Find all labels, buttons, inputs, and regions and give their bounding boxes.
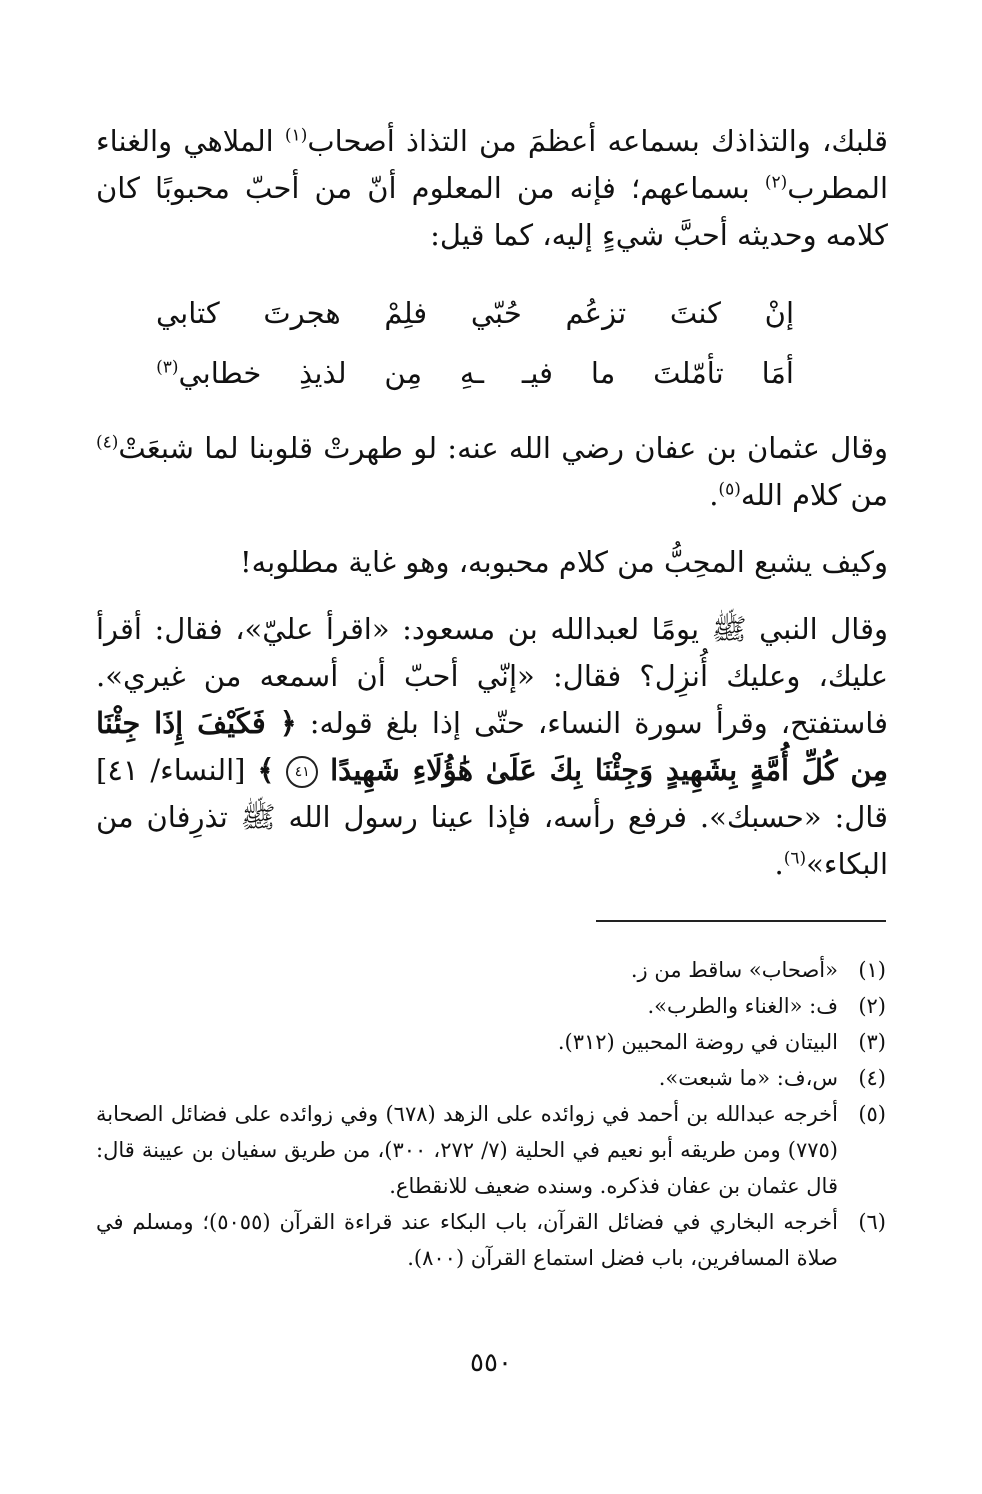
verse-word: هجرتَ bbox=[263, 295, 341, 330]
verse-word: كتابي bbox=[156, 295, 220, 330]
footnote-ref-4[interactable]: (٤) bbox=[96, 432, 119, 453]
poem-verse-1 bbox=[156, 283, 794, 343]
verse-word: فيـ bbox=[521, 355, 553, 390]
footnote-number: (٥) bbox=[858, 1102, 886, 1126]
poem-verse-2 bbox=[156, 343, 794, 403]
verse-word: فلِمْ bbox=[384, 295, 428, 330]
text-run: من كلام الله bbox=[740, 478, 888, 512]
footnote-text: أخرجه البخاري في فضائل القرآن، باب البكاء عند قراءة القرآن (٥٠٥٥)؛ ومسلم في صلاة المسافرين، باب فضل استماع القرآن (٨٠٠). bbox=[96, 1210, 838, 1270]
verse-word: خطابي bbox=[178, 355, 262, 390]
footnote-ref-3[interactable]: (٣) bbox=[156, 356, 179, 377]
text-run: قلبك، والتذاذك بسماعه أعظمَ من التذاذ أصحاب bbox=[307, 124, 888, 158]
page-number: ٥٥٠ bbox=[470, 1348, 512, 1378]
footnote-3 bbox=[96, 1024, 886, 1060]
quran-verse: ﴿ فَكَيْفَ إِذَا جِئْنَا مِن كُلِّ أُمَّةٍ بِشَهِيدٍ وَجِئْنَا بِكَ عَلَىٰ هَٰؤُلَاءِ شَهِيدًا bbox=[96, 706, 889, 787]
verse-word: مِن bbox=[384, 355, 423, 390]
footnote-ref-5[interactable]: (٥) bbox=[718, 479, 741, 500]
paragraph-4 bbox=[96, 606, 888, 888]
ayah-number-marker: ٤١ bbox=[286, 756, 318, 788]
text-run: وقال عثمان بن عفان رضي الله عنه: لو طهرتْ قلوبنا لما شبعَتْ bbox=[118, 431, 888, 465]
verse-word: ـهِ bbox=[459, 355, 484, 390]
verse-word: حُبّي bbox=[470, 295, 522, 330]
text-run: . bbox=[774, 847, 784, 881]
verse-word: لذيذِ bbox=[299, 355, 347, 390]
footnote-ref-6[interactable]: (٦) bbox=[783, 848, 807, 869]
footnote-ref-1[interactable]: (١) bbox=[284, 125, 308, 146]
footnote-text: ف: «الغناء والطرب». bbox=[647, 994, 838, 1018]
footnote-1 bbox=[96, 952, 886, 988]
text-run: . bbox=[709, 478, 719, 512]
verse-word: أمَا bbox=[761, 355, 794, 390]
footnote-number: (١) bbox=[858, 958, 886, 982]
paragraph-2 bbox=[96, 425, 888, 519]
footnote-text: س،ف: «ما شبعت». bbox=[658, 1066, 838, 1090]
verse-word: إنْ bbox=[764, 295, 794, 330]
text-run: [النساء/ ٤١] قال: «حسبك». فرفع رأسه، فإذا عينا رسول الله ﷺ تذرِفان من البكاء» bbox=[96, 753, 888, 881]
footnotes bbox=[96, 952, 886, 1276]
footnote-number: (٦) bbox=[858, 1210, 886, 1234]
verse-word-last bbox=[156, 350, 261, 397]
verse-word: تزعُم bbox=[565, 295, 627, 330]
footnote-text: أخرجه عبدالله بن أحمد في زوائده على الزهد (٦٧٨) وفي زوائده على فضائل الصحابة (٧٧٥) ومن طريقه أبو نعيم في الحلية (٧/ ٢٧٢، ٣٠٠)، من طريق سفيان بن عيينة قال: قال عثمان بن عفان فذكره. وسنده ضعيف للانقطاع. bbox=[96, 1102, 838, 1198]
text-run: بسماعهم؛ فإنه من المعلوم أنّ من أحبّ محبوبًا كان كلامه وحديثه أحبَّ شيءٍ إليه، كما قيل: bbox=[96, 171, 888, 252]
quran-bracket: ﴾ bbox=[257, 753, 275, 787]
footnote-5 bbox=[96, 1096, 886, 1204]
footnote-4 bbox=[96, 1060, 886, 1096]
verse-word: كنتَ bbox=[669, 295, 721, 330]
footnote-number: (٢) bbox=[858, 994, 886, 1018]
footnote-2 bbox=[96, 988, 886, 1024]
main-text bbox=[96, 118, 888, 888]
footnote-text: البيتان في روضة المحبين (٣١٢). bbox=[557, 1030, 838, 1054]
paragraph-3: وكيف يشبع المحِبُّ من كلام محبوبه، وهو غاية مطلوبه! bbox=[239, 545, 888, 579]
text-run: وقال النبي ﷺ يومًا لعبدالله بن مسعود: «اقرأ عليّ»، فقال: أقرأ عليك، وعليك أُنزِل؟ فقال: «إنّي أحبّ أن أسمعه من غيري». فاستفتح، وقرأ سورة النساء، حتّى إذا بلغ قوله: bbox=[96, 612, 888, 740]
verse-word: ما bbox=[590, 355, 616, 390]
footnote-text: «أصحاب» ساقط من ز. bbox=[630, 958, 838, 982]
text-run: الملاهي والغناء المطرب bbox=[96, 124, 888, 205]
footnote-number: (٤) bbox=[858, 1066, 886, 1090]
footnote-divider bbox=[596, 920, 886, 922]
footnote-6 bbox=[96, 1204, 886, 1276]
paragraph-1 bbox=[96, 118, 888, 259]
footnote-ref-2[interactable]: (٢) bbox=[764, 172, 788, 193]
verse-word: تأمّلتَ bbox=[653, 355, 724, 390]
footnote-number: (٣) bbox=[858, 1030, 886, 1054]
